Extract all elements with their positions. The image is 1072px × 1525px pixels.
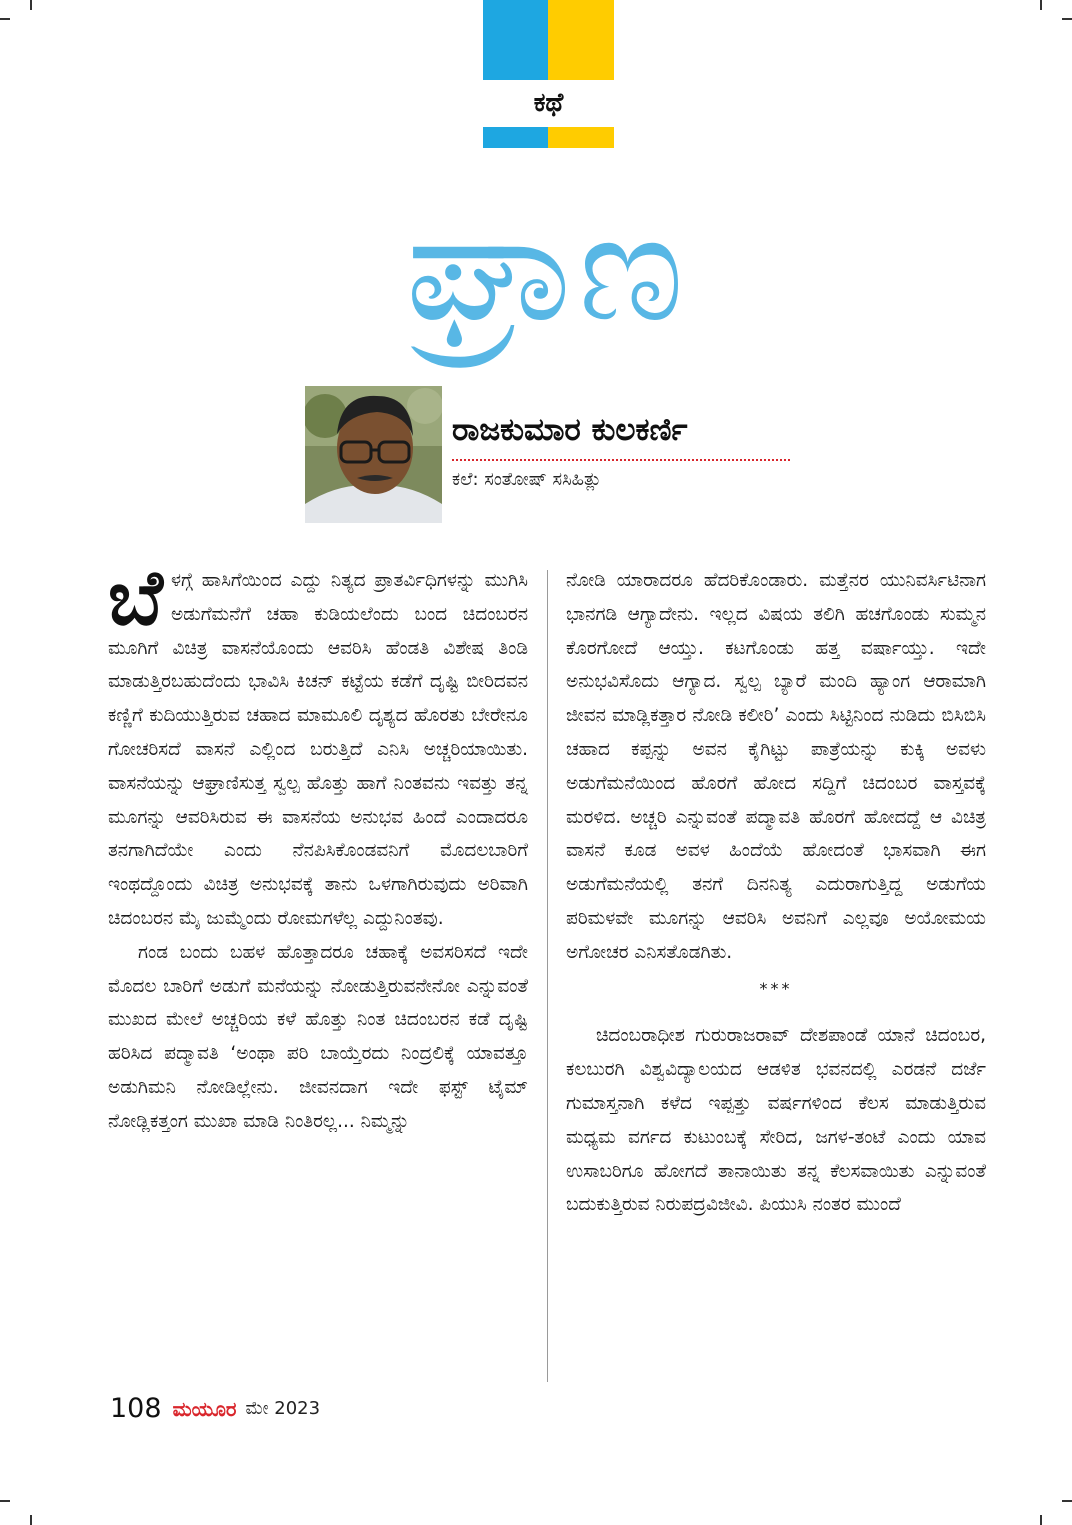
paragraph [108,553,528,936]
crop-mark [1062,18,1072,20]
crop-mark [0,1500,10,1502]
dotted-divider [452,459,790,461]
section-label: ಕಥೆ [533,88,564,118]
illustration-credit: ಕಲೆ: ಸಂತೋಷ್ ಸಸಿಹಿತ್ಲು [452,469,602,490]
paragraph: ಗಂಡ ಬಂದು ಬಹಳ ಹೊತ್ತಾದರೂ ಚಹಾಕ್ಕೆ ಅವಸರಿಸದೆ ಇದೇ ಮೊದಲ ಬಾರಿಗೆ ಅಡುಗೆ ಮನೆಯನ್ನು ನೋಡುತ್ತಿರುವನೇನೋ ಎನ್ನುವಂತೆ ಮುಖದ ಮೇಲೆ ಅಚ್ಚರಿಯ ಕಳೆ ಹೊತ್ತು ನಿಂತ ಚಿದಂಬರನ ಕಡೆ ದೃಷ್ಟಿ ಹರಿಸಿದ ಪದ್ಮಾವತಿ ‘ಅಂಥಾ ಪರಿ ಬಾಯ್ತೆರದು ನಿಂದ್ರಲಿಕ್ಕೆ ಯಾವತ್ತೂ ಅಡುಗಿಮನಿ ನೋಡಿಲ್ಲೇನು. ಜೀವನದಾಗ ಇದೇ ಫಸ್ಟ್ ಟೈಮ್ ನೋಡ್ಲಿಕತ್ತಂಗ ಮುಖಾ ಮಾಡಿ ನಿಂತಿರಲ್ಲ... ನಿಮ್ಮನ್ನು [108,941,528,1132]
article-column-left [108,553,528,1139]
badge-blue-bar [483,127,548,148]
author-photo [305,386,442,523]
crop-mark [30,0,32,10]
crop-mark [30,1515,32,1525]
column-divider [547,570,548,1382]
crop-mark [0,18,10,20]
badge-yellow-block [548,0,614,80]
badge-yellow-bar [548,127,614,148]
badge-blue-block [483,0,548,80]
section-separator: *** [759,978,793,998]
page-footer [110,1393,320,1429]
magazine-logo: ಮಯೂರ [172,1396,237,1421]
drop-cap: ಬೆ [108,553,163,642]
crop-mark [1040,0,1042,10]
author-portrait-image [305,386,442,523]
story-title: ಘ್ರಾಣ [405,181,685,355]
paragraph: ಚಿದಂಬರಾಧೀಶ ಗುರುರಾಜರಾವ್ ದೇಶಪಾಂಡೆ ಯಾನೆ ಚಿದಂಬರ, ಕಲಬುರಗಿ ವಿಶ್ವವಿದ್ಯಾಲಯದ ಆಡಳಿತ ಭವನದಲ್ಲಿ ಎರಡನೆ ದರ್ಜೆ ಗುಮಾಸ್ತನಾಗಿ ಕಳೆದ ಇಪ್ಪತ್ತು ವರ್ಷಗಳಿಂದ ಕೆಲಸ ಮಾಡುತ್ತಿರುವ ಮಧ್ಯಮ ವರ್ಗದ ಕುಟುಂಬಕ್ಕೆ ಸೇರಿದ, ಜಗಳ-ತಂಟೆ ಎಂದು ಯಾವ ಉಸಾಬರಿಗೂ ಹೋಗದೆ ತಾನಾಯಿತು ತನ್ನ ಕೆಲಸವಾಯಿತು ಎನ್ನುವಂತೆ ಬದುಕುತ್ತಿರುವ ನಿರುಪದ್ರವಿಜೀವಿ. ಪಿಯುಸಿ ನಂತರ ಮುಂದೆ [566,1025,986,1216]
paragraph-text: ಳಗ್ಗೆ ಹಾಸಿಗೆಯಿಂದ ಎದ್ದು ನಿತ್ಯದ ಪ್ರಾತರ್ವಿಧಿಗಳನ್ನು ಮುಗಿಸಿ ಅಡುಗೆಮನೆಗೆ ಚಹಾ ಕುಡಿಯಲೆಂದು ಬಂದ ಚಿದಂಬರನ ಮೂಗಿಗೆ ವಿಚಿತ್ರ ವಾಸನೆಯೊಂದು ಆವರಿಸಿ ಹೆಂಡತಿ ವಿಶೇಷ ತಿಂಡಿ ಮಾಡುತ್ತಿರಬಹುದೆಂದು ಭಾವಿಸಿ ಕಿಚನ್ ಕಟ್ಟೆಯ ಕಡೆಗೆ ದೃಷ್ಟಿ ಬೀರಿದವನ ಕಣ್ಣಿಗೆ ಕುದಿಯುತ್ತಿರುವ ಚಹಾದ ಮಾಮೂಲಿ ದೃಶ್ಯದ ಹೊರತು ಬೇರೇನೂ ಗೋಚರಿಸದೆ ವಾಸನೆ ಎಲ್ಲಿಂದ ಬರುತ್ತಿದೆ ಎನಿಸಿ ಅಚ್ಚರಿಯಾಯಿತು. ವಾಸನೆಯನ್ನು ಆಘ್ರಾಣಿಸುತ್ತ ಸ್ವಲ್ಪ ಹೊತ್ತು ಹಾಗೆ ನಿಂತವನು ಇವತ್ತು ತನ್ನ ಮೂಗನ್ನು ಆವರಿಸಿರುವ ಈ ವಾಸನೆಯ ಅನುಭವ ಹಿಂದೆ ಎಂದಾದರೂ ತನಗಾಗಿದೆಯೇ ಎಂದು ನೆನಪಿಸಿಕೊಂಡವನಿಗೆ ಮೊದಲಬಾರಿಗೆ ಇಂಥದ್ದೊಂದು ವಿಚಿತ್ರ ಅನುಭವಕ್ಕೆ ತಾನು ಒಳಗಾಗಿರುವುದು ಅರಿವಾಗಿ ಚಿದಂಬರನ ಮೈ ಜುಮ್ಮೆಂದು ರೋಮಗಳೆಲ್ಲ ಎದ್ದುನಿಂತವು. [108,570,528,929]
crop-mark [1040,1515,1042,1525]
paragraph-continued: ನೋಡಿ ಯಾರಾದರೂ ಹೆದರಿಕೊಂಡಾರು. ಮತ್ತೆನರ ಯುನಿವರ್ಸಿಟಿನಾಗ ಭಾನಗಡಿ ಆಗ್ಯಾದೇನು. ಇಲ್ಲದ ವಿಷಯ ತಲಿಗಿ ಹಚಗೊಂಡು ಸುಮ್ಮನ ಕೊರಗೋದೆ ಆಯ್ತು. ಕಟಗೊಂಡು ಹತ್ತ ವರ್ಷಾಯ್ತು. ಇದೇ ಅನುಭವಿಸೊದು ಆಗ್ಯಾದ. ಸ್ವಲ್ಪ ಬ್ಯಾರೆ ಮಂದಿ ಹ್ಯಾಂಗ ಆರಾಮಾಗಿ ಜೀವನ ಮಾಡ್ಲಿಕತ್ತಾರ ನೋಡಿ ಕಲೀರಿ’ ಎಂದು ಸಿಟ್ಟಿನಿಂದ ನುಡಿದು ಬಿಸಿಬಿಸಿ ಚಹಾದ ಕಪ್ಪನ್ನು ಅವನ ಕೈಗಿಟ್ಟು ಪಾತ್ರೆಯನ್ನು ಕುಕ್ಕಿ ಅವಳು ಅಡುಗೆಮನೆಯಿಂದ ಹೊರಗೆ ಹೋದ ಸದ್ದಿಗೆ ಚಿದಂಬರ ವಾಸ್ತವಕ್ಕೆ ಮರಳಿದ. ಅಚ್ಚರಿ ಎನ್ನುವಂತೆ ಪದ್ಮಾವತಿ ಹೊರಗೆ ಹೋದದ್ದೆ ಆ ವಿಚಿತ್ರ ವಾಸನೆ ಕೂಡ ಅವಳ ಹಿಂದೆಯೆ ಹೋದಂತೆ ಭಾಸವಾಗಿ ಈಗ ಅಡುಗೆಮನೆಯಲ್ಲಿ ತನಗೆ ದಿನನಿತ್ಯ ಎದುರಾಗುತ್ತಿದ್ದ ಅಡುಗೆಯ ಪರಿಮಳವೇ ಮೂಗನ್ನು ಆವರಿಸಿ ಅವನಿಗೆ ಎಲ್ಲವೂ ಅಯೋಮಯ ಅಗೋಚರ ಎನಿಸತೊಡಗಿತು. [566,570,986,963]
section-badge [483,0,614,148]
article-column-right [566,564,986,1222]
author-name: ರಾಜಕುಮಾರ ಕುಲಕರ್ಣಿ [452,412,688,448]
page-number: 108 [110,1393,162,1424]
issue-date: ಮೇ 2023 [245,1398,321,1419]
crop-mark [1062,1500,1072,1502]
